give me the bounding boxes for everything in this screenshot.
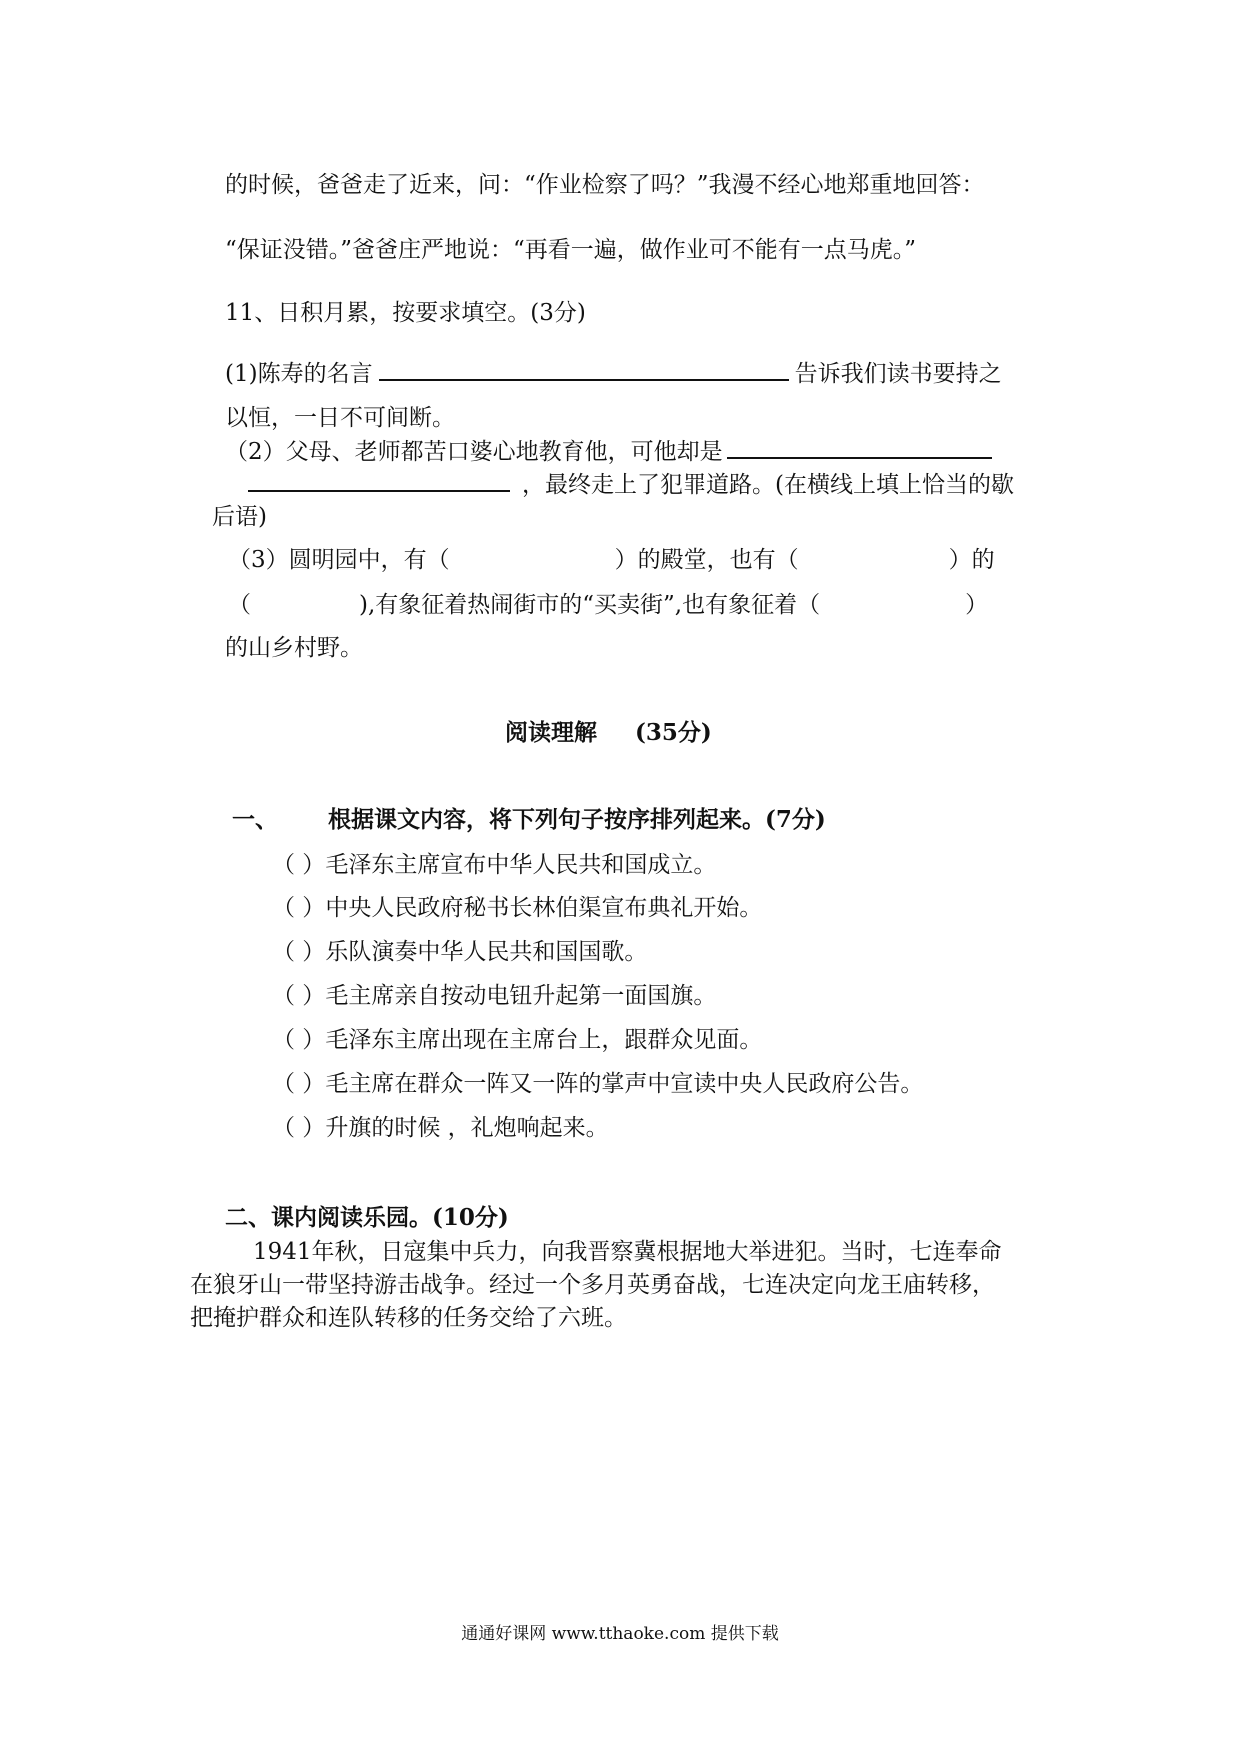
item-text: 升旗的时候 ，礼炮响起来。 [325,1115,609,1141]
item-text: 毛主席在群众一阵又一阵的掌声中宣读中央人民政府公告。 [325,1071,924,1097]
q11-item3-line3: 的山乡村野。 [225,635,363,661]
q11-item2-mid: ，最终走上了犯罪道路。(在横线上填上恰当的歇 [522,472,1014,498]
list-item [272,1025,762,1055]
q11-item3-a: （3）圆明园中，有（ [228,547,450,573]
q11-item1-line2: 以恒，一日不可间断。 [225,405,455,431]
q11-item2-line2 [248,468,1014,500]
q11-item3-e: ),有象征着热闹街市的“买卖街”,也有象征着（ [359,592,821,618]
reading-heading [505,718,712,748]
list-item [272,893,762,923]
page-footer: 通通好课网 www.tthaoke.com 提供下载 [461,1624,779,1644]
order-blank[interactable]: （ ） [272,1071,326,1097]
q11-item1-prefix: (1)陈寿的名言 [225,361,373,387]
part1-number: 一、 [232,806,278,833]
item-text: 中央人民政府秘书长林伯渠宣布典礼开始。 [325,895,763,921]
part2-paragraph-line-2: 在狼牙山一带坚持游击战争。经过一个多月英勇奋战，七连决定向龙王庙转移， [190,1272,995,1298]
q11-item3-line1 [228,545,995,575]
reading-title: 阅读理解 [505,719,597,746]
q11-item3-f: ） [965,592,989,618]
q11-item3-d: （ [228,592,251,618]
item-text: 毛主席亲自按动电钮升起第一面国旗。 [325,983,717,1009]
q11-item2-blank-1[interactable] [727,435,992,459]
q11-item2-blank-2[interactable] [248,468,510,492]
q11-item1-suffix: 告诉我们读书要持之 [794,361,1002,387]
q11-item2 [225,435,992,467]
list-item [272,1069,923,1099]
order-blank[interactable]: （ ） [272,939,326,965]
order-blank[interactable]: （ ） [272,895,326,921]
q11-item3-c: ）的 [948,547,995,573]
list-item [272,981,716,1011]
order-blank[interactable]: （ ） [272,1027,326,1053]
q11-item1-blank[interactable] [379,357,789,381]
item-text: 乐队演奏中华人民共和国国歌。 [325,939,648,965]
list-item [272,1113,609,1143]
list-item [272,850,716,880]
reading-score: (35分) [635,719,712,746]
order-blank[interactable]: （ ） [272,1115,326,1141]
q11-item2-prefix: （2）父母、老师都苦口婆心地教育他，可他却是 [225,439,723,465]
part2-heading: 二、课内阅读乐园。(10分) [225,1204,509,1231]
q11-item2-line3: 后语) [212,504,267,530]
list-item [272,937,647,967]
part2-paragraph-line-3: 把掩护群众和连队转移的任务交给了六班。 [190,1305,627,1331]
part1-title: 根据课文内容，将下列句子按序排列起来。(7分) [328,806,826,833]
continuation-line-2: “保证没错。”爸爸庄严地说：“再看一遍，做作业可不能有一点马虎。” [225,237,917,263]
part1-heading [232,805,826,835]
q11-title: 11、日积月累，按要求填空。(3分) [225,300,586,326]
order-blank[interactable]: （ ） [272,852,326,878]
item-text: 毛泽东主席出现在主席台上，跟群众见面。 [325,1027,763,1053]
order-blank[interactable]: （ ） [272,983,326,1009]
item-text: 毛泽东主席宣布中华人民共和国成立。 [325,852,717,878]
continuation-line-1: 的时候，爸爸走了近来，问：“作业检察了吗？”我漫不经心地郑重地回答： [225,172,985,198]
part2-paragraph-line-1: 1941年秋，日寇集中兵力，向我晋察冀根据地大举进犯。当时，七连奉命 [253,1239,1002,1265]
q11-item3-line2 [228,590,988,620]
q11-item3-b: ）的殿堂，也有（ [614,547,799,573]
q11-item1 [225,357,1002,389]
